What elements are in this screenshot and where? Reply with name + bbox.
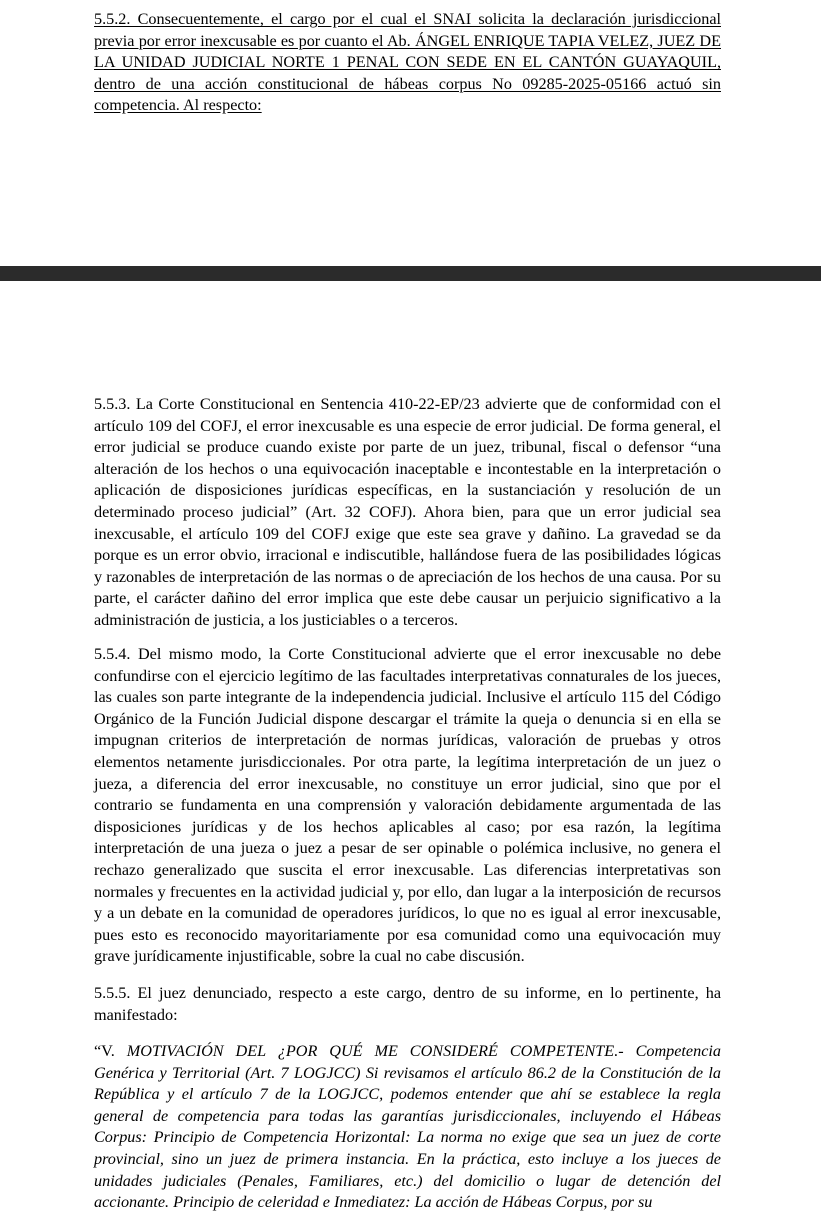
previous-page [0, 0, 821, 266]
quote-lead: “V. [94, 1042, 127, 1060]
quoted-report-paragraph [94, 1041, 721, 1214]
paragraph-5-5-3: 5.5.3. La Corte Constitucional en Sentencia 410-22-EP/23 advierte que de conformidad con el artículo 109 del COFJ, el error inexcusable es una especie de error judicial. De forma general, el error judicial se produce cuando existe por parte de un juez, tribunal, fiscal o defensor “una alteración de los hechos o una equivocación inaceptable e incontestable en la interpretación o aplicación de disposiciones jurídicas específicas, en la sustanciación y resolución de un determinado proceso judicial” (Art. 32 COFJ). Ahora bien, para que un error judicial sea inexcusable, el artículo 109 del COFJ exige que este sea grave y dañino. La gravedad se da porque es un error obvio, irracional e indiscutible, hallándose fuera de las posibilidades lógicas y razonables de interpretación de las normas o de apreciación de los hechos de una causa. Por su parte, el carácter dañino del error implica que este debe causar un perjuicio significativo a la administración de justicia, a los justiciables o a terceros. [94, 395, 721, 629]
quote-text: MOTIVACIÓN DEL ¿POR QUÉ ME CONSIDERÉ COMPETENTE.- Competencia Genérica y Territorial (Art. 7 LOGJCC) Si revisamos el artículo 86.2 de la Constitución de la República y el artículo 7 de la LOGJCC, podemos entender que ahí se establece la regla general de competencia para todas las garantías jurisdiccionales, incluyendo el Hábeas Corpus: Principio de Competencia Horizontal: La norma no exige que sea un juez de corte provincial, sino un juez de primera instancia. En la práctica, esto incluye a los jueces de unidades judiciales (Penales, Familiares, etc.) del domicilio o lugar de detención del accionante. Principio de celeridad e Inmediatez: La acción de Hábeas Corpus, por su [94, 1042, 721, 1212]
paragraph-5-5-2: 5.5.2. Consecuentemente, el cargo por el cual el SNAI solicita la declaración jurisdiccional previa por error inexcusable es por cuanto el Ab. ÁNGEL ENRIQUE TAPIA VELEZ, JUEZ DE LA UNIDAD JUDICIAL NORTE 1 PENAL CON SEDE EN EL CANTÓN GUAYAQUIL, dentro de una acción constitucional de hábeas corpus No 09285-2025-05166 actuó sin competencia. Al respecto: [94, 10, 721, 115]
page-separator [0, 266, 821, 281]
current-page [0, 281, 821, 1212]
paragraph-5-5-5: 5.5.5. El juez denunciado, respecto a este cargo, dentro de su informe, en lo pertinente, ha manifestado: [94, 984, 721, 1024]
paragraph-5-5-4: 5.5.4. Del mismo modo, la Corte Constitucional advierte que el error inexcusable no debe confundirse con el ejercicio legítimo de las facultades interpretativas connaturales de los jueces, las cuales son parte integrante de la independencia judicial. Inclusive el artículo 115 del Código Orgánico de la Función Judicial dispone descargar el trámite la queja o denuncia si en ella se impugnan criterios de interpretación de normas jurídicas, valoración de pruebas y otros elementos netamente jurisdiccionales. Por otra parte, la legítima interpretación de un juez o jueza, a diferencia del error inexcusable, no constituye un error judicial, sino que por el contrario se fundamenta en una comprensión y valoración debidamente argumentada de las disposiciones jurídicas y de los hechos aplicables al caso; por esa razón, la legítima interpretación de una jueza o juez a pesar de ser opinable o polémica inclusive, no genera el rechazo generalizado que suscita el error inexcusable. Las diferencias interpretativas son normales y frecuentes en la actividad judicial y, por ello, dan lugar a la interposición de recursos y a un debate en la comunidad de operadores jurídicos, lo que no es igual al error inexcusable, pues esto es reconocido mayoritariamente por esa comunidad como una equivocación muy grave jurídicamente injustificable, sobre la cual no cabe discusión. [94, 645, 721, 966]
